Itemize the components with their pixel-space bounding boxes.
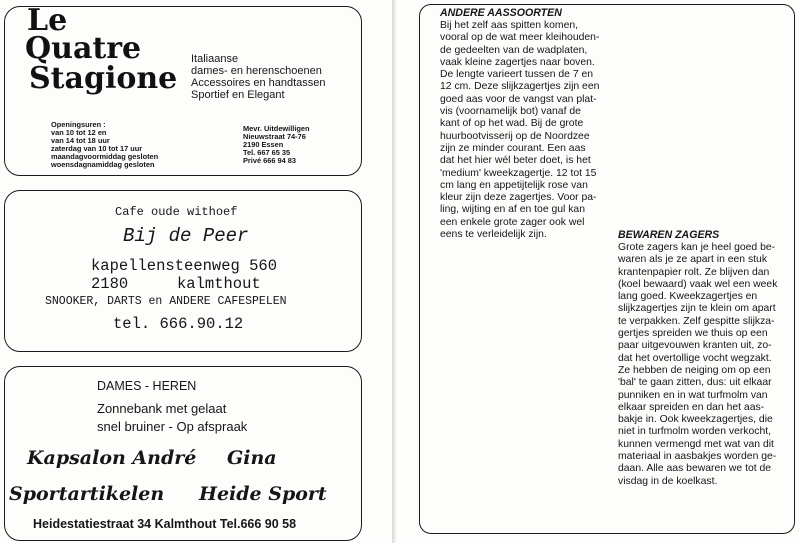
- text-line: vooral op de wat meer kleihouden-: [440, 32, 600, 44]
- cafe-phone: tel. 666.90.12: [113, 315, 244, 333]
- text-line: de gedeelten van de wadplaten,: [440, 44, 588, 56]
- hours-line: maandagvoormiddag gesloten: [51, 152, 159, 161]
- cafe-subtitle: Cafe oude withoef: [115, 205, 238, 219]
- sportartikelen: Sportartikelen: [9, 483, 165, 505]
- text-line: huurbootvisserij op de Noordzee: [440, 130, 590, 142]
- kapsalon-appointment: snel bruiner - Op afspraak: [97, 419, 248, 434]
- text-line: Ze hebben de neiging om op een: [618, 364, 771, 376]
- kapsalon-address: Heidestatiestraat 34 Kalmthout Tel.666 90 58: [33, 517, 297, 531]
- address-line: Tel. 667 65 35: [243, 148, 291, 157]
- text-line: kant of op het wad. Bij de grote: [440, 118, 584, 130]
- text-line: kleur zijn deze zagertjes. Voor pa-: [440, 192, 597, 204]
- address-line: Privé 666 94 83: [243, 156, 297, 165]
- hours-line: zaterdag van 10 tot 17 uur: [51, 144, 143, 153]
- article-text-section2: [618, 242, 777, 488]
- section-heading: BEWAREN ZAGERS: [618, 229, 720, 241]
- bij-de-peer-ad: [4, 190, 362, 352]
- text-line: een enkele grote zager ook wel: [440, 216, 585, 228]
- address-line: 2190 Essen: [243, 140, 284, 149]
- address-line: Nieuwstraat 74-76: [243, 132, 306, 141]
- text-line: vaak kleine zagertjes naar boven.: [440, 56, 595, 68]
- kapsalon-gender: DAMES - HEREN: [97, 379, 197, 393]
- text-line: visdag in de koelkast.: [618, 475, 718, 487]
- kapsalon-sunbed: Zonnebank met gelaat: [97, 401, 227, 416]
- cafe-street: kapellensteenweg 560: [91, 257, 278, 275]
- article-box: [419, 4, 795, 534]
- cafe-city: kalmthout: [177, 275, 261, 293]
- text-line: gertjes spreiden we thuis op een: [618, 328, 768, 340]
- quatre-stagione-ad: [4, 3, 362, 176]
- text-line: ling, wijting en af en toe gul kan: [440, 204, 585, 216]
- tagline-line: Sportief en Elegant: [191, 89, 285, 101]
- hours-title: Openingsuren :: [51, 120, 106, 129]
- logo-line-3: Stagione: [29, 61, 178, 96]
- tagline-line: Accessoires en handtassen: [191, 77, 326, 89]
- text-line: 12 cm. Deze slijkzagertjes zijn een: [440, 81, 600, 93]
- text-line: eens te verleidelijk zijn.: [440, 229, 547, 241]
- logo-line-2: Quatre: [25, 31, 142, 66]
- text-line: elkaar spreiden en dan het aas-: [618, 401, 765, 413]
- kapsalon-andre: Kapsalon André: [27, 447, 197, 469]
- text-line: Grote zagers kan je heel goed be-: [618, 242, 776, 253]
- heide-sport: Heide Sport: [199, 483, 327, 505]
- address-line: Mevr. Uitdewilligen: [243, 124, 310, 133]
- hours-line: van 14 tot 18 uur: [51, 136, 110, 145]
- tagline-line: dames- en herenschoenen: [191, 65, 322, 77]
- right-page: [396, 0, 799, 543]
- article-text-section1: [440, 20, 599, 241]
- cafe-name: Bij de Peer: [123, 225, 249, 247]
- hours-line: woensdagnamiddag gesloten: [51, 160, 155, 169]
- text-line: cm lang en appetijtelijk rose van: [440, 179, 588, 191]
- text-line: niet in turfmolm worden verkocht,: [618, 426, 772, 438]
- text-line: Bij het zelf aas spitten komen,: [440, 20, 579, 31]
- text-line: bakje in. Ook kweekzagertjes, die: [618, 414, 773, 426]
- text-line: krantenpapier rolt. Ze blijven dan: [618, 266, 770, 278]
- text-line: vis (voornamelijk bot) vanaf de: [440, 106, 581, 118]
- section-heading: ANDERE AASSOORTEN: [440, 7, 562, 19]
- text-line: (koel bewaard) vaak wel een week: [618, 278, 778, 290]
- text-line: slijkzagertjes zijn te klein om apart: [618, 303, 776, 315]
- kapsalon-ad: [4, 366, 362, 541]
- text-line: punniken en in wat turfmolm van: [618, 389, 768, 401]
- text-line: te verpakken. Zelf gespitte slijkza-: [618, 315, 775, 327]
- left-page: [0, 0, 392, 543]
- text-line: De lengte varieert tussen de 7 en: [440, 69, 594, 81]
- tagline-line: Italiaanse: [191, 53, 239, 65]
- text-line: 'bal' te gaan zitten, dus: uit elkaar: [618, 377, 772, 389]
- text-line: daan. Alle aas bewaren we tot de: [618, 463, 772, 475]
- text-line: paar uitgevouwen kranten uit, zo-: [618, 340, 772, 352]
- text-line: waren als je ze apart in een stuk: [618, 254, 768, 266]
- text-line: zijn ze minder courant. Een aas: [440, 142, 586, 154]
- text-line: kunnen vermengd met wat van dit: [618, 438, 774, 450]
- text-line: lang goed. Kweekzagertjes en: [618, 291, 758, 303]
- text-line: 'medium' kweekzagertje. 12 tot 15: [440, 167, 597, 179]
- hours-line: van 10 tot 12 en: [51, 128, 107, 137]
- text-line: goed aas voor de vangst van plat-: [440, 93, 597, 105]
- cafe-games: SNOOKER, DARTS en ANDERE CAFESPELEN: [45, 295, 287, 308]
- text-line: materiaal in aasbakjes worden ge-: [618, 451, 777, 463]
- logo-line-1: Le: [27, 3, 68, 38]
- text-line: dat het hier wél beter doet, is het: [440, 155, 591, 167]
- text-line: dat het overtollige vocht wegzakt.: [618, 352, 772, 364]
- kapsalon-gina: Gina: [227, 447, 277, 469]
- cafe-postcode: 2180: [91, 275, 129, 293]
